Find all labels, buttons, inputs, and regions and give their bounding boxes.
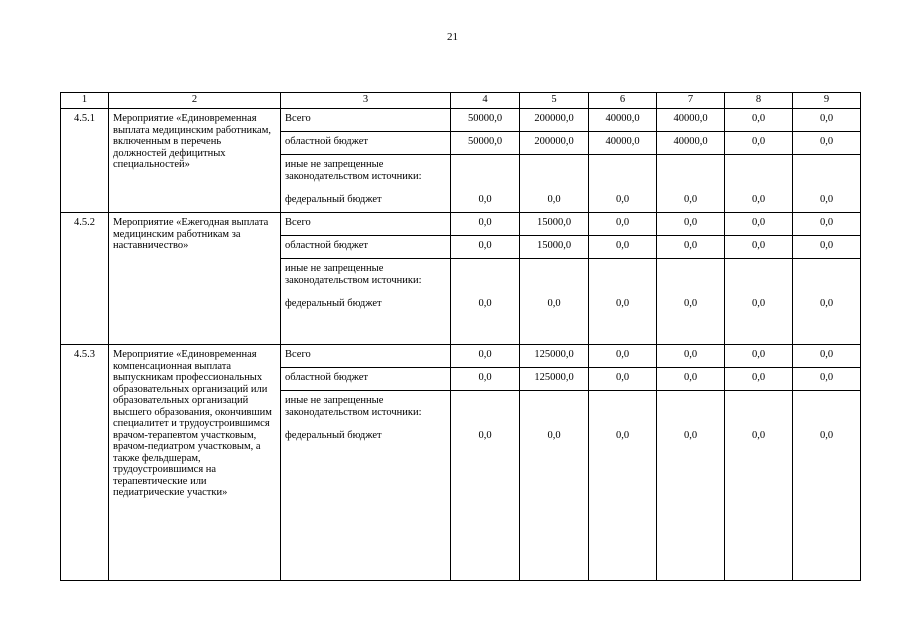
amount-cell: 0,0: [793, 368, 861, 391]
funding-source-cell: [281, 236, 451, 259]
amount-cell: 0,0: [793, 345, 861, 368]
budget-table: [60, 92, 861, 581]
funding-source-intro: иные не запрещенные законодательством источники:: [285, 395, 422, 418]
amount-cell: 40000,0: [589, 132, 657, 155]
amount-cell: 0,0: [589, 236, 657, 259]
column-header: 8: [725, 93, 793, 109]
column-header: 2: [109, 93, 281, 109]
amount-cell: [725, 259, 793, 345]
amount-cell: 0,0: [793, 132, 861, 155]
amount-cell: [451, 155, 520, 213]
table-row: [61, 109, 861, 132]
amount-cell: 15000,0: [520, 236, 589, 259]
amount-cell: 50000,0: [451, 109, 520, 132]
amount-cell: 0,0: [725, 132, 793, 155]
section-name: Мероприятие «Единовременная выплата медицинским работникам, включенным в перечень должностей дефицитных специальностей»: [109, 109, 281, 213]
section-name: Мероприятие «Ежегодная выплата медицинским работникам за наставничество»: [109, 213, 281, 345]
column-header: 9: [793, 93, 861, 109]
amount-cell: 200000,0: [520, 109, 589, 132]
amount-value: 0,0: [615, 430, 630, 441]
funding-source-cell: [281, 368, 451, 391]
amount-cell: [657, 391, 725, 581]
section-code: 4.5.3: [61, 345, 109, 581]
amount-cell: [725, 155, 793, 213]
amount-cell: 40000,0: [589, 109, 657, 132]
amount-value: 0,0: [547, 298, 561, 309]
amount-cell: 0,0: [657, 213, 725, 236]
amount-cell: 0,0: [451, 368, 520, 391]
funding-source-label: федеральный бюджет: [285, 194, 382, 205]
amount-cell: 0,0: [725, 109, 793, 132]
amount-cell: [793, 155, 861, 213]
funding-source-cell: [281, 391, 451, 581]
funding-source-label: Всего: [285, 113, 311, 124]
funding-source-intro: иные не запрещенные законодательством источники:: [285, 159, 422, 182]
amount-cell: 0,0: [657, 345, 725, 368]
funding-source-label: Всего: [285, 349, 311, 360]
amount-value: 0,0: [819, 194, 834, 205]
amount-cell: 40000,0: [657, 109, 725, 132]
amount-cell: 0,0: [589, 213, 657, 236]
section-code: 4.5.1: [61, 109, 109, 213]
amount-cell: [451, 259, 520, 345]
amount-cell: [589, 155, 657, 213]
amount-cell: 0,0: [725, 368, 793, 391]
amount-cell: [451, 391, 520, 581]
funding-source-cell: [281, 259, 451, 345]
amount-value: 0,0: [751, 194, 766, 205]
funding-source-label: федеральный бюджет: [285, 298, 382, 309]
amount-value: 0,0: [751, 298, 766, 309]
amount-cell: 0,0: [451, 345, 520, 368]
amount-cell: 0,0: [725, 213, 793, 236]
header-row: [61, 93, 861, 109]
funding-source-label: областной бюджет: [285, 372, 368, 383]
funding-source-cell: [281, 155, 451, 213]
funding-source-label: областной бюджет: [285, 136, 368, 147]
amount-value: 0,0: [819, 298, 834, 309]
amount-value: 0,0: [615, 194, 630, 205]
page-number: 21: [447, 31, 458, 43]
table-row: [61, 345, 861, 368]
amount-cell: 0,0: [657, 236, 725, 259]
amount-cell: 0,0: [793, 213, 861, 236]
amount-value: 0,0: [819, 430, 834, 441]
column-header: 4: [451, 93, 520, 109]
amount-value: 0,0: [478, 430, 492, 441]
amount-cell: 0,0: [725, 236, 793, 259]
amount-cell: [589, 391, 657, 581]
amount-cell: 0,0: [793, 109, 861, 132]
amount-cell: 50000,0: [451, 132, 520, 155]
amount-cell: 15000,0: [520, 213, 589, 236]
amount-cell: [520, 391, 589, 581]
amount-cell: 0,0: [725, 345, 793, 368]
amount-cell: 200000,0: [520, 132, 589, 155]
amount-cell: 40000,0: [657, 132, 725, 155]
funding-source-cell: [281, 109, 451, 132]
amount-value: 0,0: [547, 194, 561, 205]
section-name: Мероприятие «Единовременная компенсационная выплата выпускникам профессиональных образовательных организаций или образовательных организаций высшего образования, окончившим специалитет и трудоустроившимся врачом-терапевтом участковым, врачом-педиатром участковым, а также фельдшерам, трудоустроившимся на терапевтические или педиатрические участки»: [109, 345, 281, 581]
amount-cell: [589, 259, 657, 345]
amount-value: 0,0: [751, 430, 766, 441]
amount-value: 0,0: [683, 194, 698, 205]
funding-source-intro: иные не запрещенные законодательством источники:: [285, 263, 422, 286]
funding-source-label: Всего: [285, 217, 311, 228]
column-header: 5: [520, 93, 589, 109]
amount-cell: 0,0: [793, 236, 861, 259]
amount-value: 0,0: [683, 298, 698, 309]
amount-cell: 0,0: [657, 368, 725, 391]
amount-cell: 125000,0: [520, 345, 589, 368]
amount-value: 0,0: [478, 194, 492, 205]
amount-cell: [657, 155, 725, 213]
funding-source-label: областной бюджет: [285, 240, 368, 251]
table-row: [61, 213, 861, 236]
funding-source-cell: [281, 132, 451, 155]
amount-value: 0,0: [683, 430, 698, 441]
amount-value: 0,0: [547, 430, 561, 441]
amount-cell: [793, 391, 861, 581]
funding-source-cell: [281, 213, 451, 236]
amount-cell: [725, 391, 793, 581]
funding-source-cell: [281, 345, 451, 368]
amount-value: 0,0: [478, 298, 492, 309]
funding-source-label: федеральный бюджет: [285, 430, 382, 441]
amount-cell: [793, 259, 861, 345]
amount-cell: 0,0: [451, 213, 520, 236]
amount-cell: 0,0: [451, 236, 520, 259]
amount-cell: [520, 259, 589, 345]
column-header: 3: [281, 93, 451, 109]
column-header: 1: [61, 93, 109, 109]
amount-cell: 125000,0: [520, 368, 589, 391]
amount-cell: 0,0: [589, 345, 657, 368]
amount-cell: [520, 155, 589, 213]
amount-cell: [657, 259, 725, 345]
column-header: 6: [589, 93, 657, 109]
amount-cell: 0,0: [589, 368, 657, 391]
column-header: 7: [657, 93, 725, 109]
amount-value: 0,0: [615, 298, 630, 309]
section-code: 4.5.2: [61, 213, 109, 345]
